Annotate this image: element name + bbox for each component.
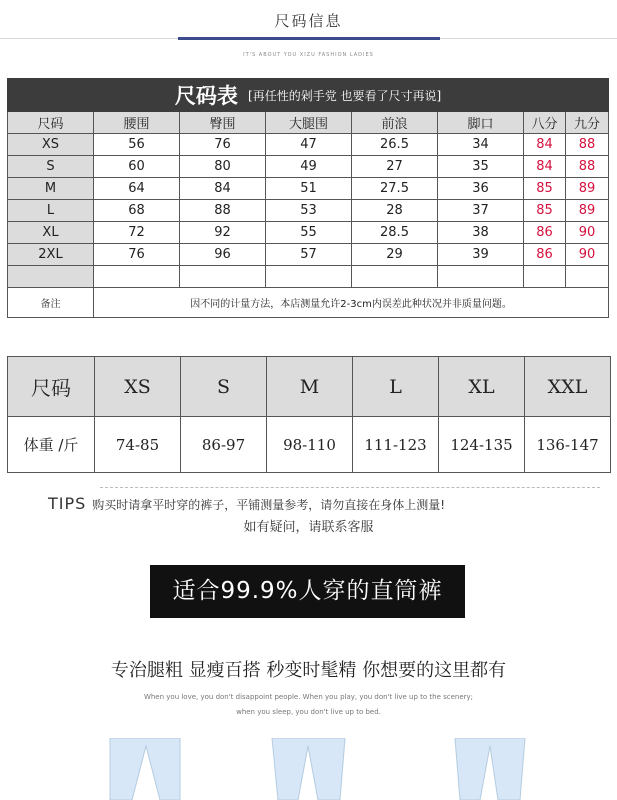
table-cell: 88: [566, 156, 609, 178]
weight-chart-table: [7, 356, 611, 473]
jeans-image-3: [455, 738, 525, 800]
table-cell: 84: [524, 134, 566, 156]
page-title: 尺码信息: [274, 12, 343, 30]
table-row: [8, 178, 609, 200]
size-chart-title-row: [8, 79, 609, 112]
size-chart-title-note: [再任性的剁手党 也要看了尺寸再说]: [248, 88, 442, 103]
table-cell: 28.5: [352, 222, 438, 244]
promo-banner: 适合99.9%人穿的直筒裤: [150, 565, 465, 618]
jeans-product-images: [0, 738, 617, 800]
weight-header-label: 尺码: [8, 357, 95, 417]
size-label-cell: XS: [8, 134, 94, 156]
size-chart-body: [8, 134, 609, 266]
tips-text: 购买时请拿平时穿的裤子，平铺测量参考，请勿直接在身体上测量!: [92, 498, 446, 512]
table-cell: 72: [94, 222, 180, 244]
table-cell: 90: [566, 244, 609, 266]
table-cell: [180, 266, 266, 288]
table-cell: [566, 266, 609, 288]
table-cell: 34: [438, 134, 524, 156]
table-cell: [266, 266, 352, 288]
slogan-english-line-2: when you sleep, you don't live up to bed.: [236, 708, 381, 716]
size-chart-empty-row: [8, 266, 609, 288]
table-cell: 89: [566, 200, 609, 222]
tips-contact-text: 如有疑问，请联系客服: [243, 520, 374, 535]
table-cell: 37: [438, 200, 524, 222]
slogan-english-line-1: When you love, you don't disappoint people. When you play, you don't live up to the scenery;: [143, 693, 474, 701]
table-cell: 84: [180, 178, 266, 200]
size-label-cell: XL: [8, 222, 94, 244]
weight-chart-row: [8, 417, 611, 473]
table-row: [8, 200, 609, 222]
weight-size-header: L: [353, 357, 439, 417]
size-label-cell: M: [8, 178, 94, 200]
table-cell: [438, 266, 524, 288]
table-cell: 27: [352, 156, 438, 178]
table-cell: 36: [438, 178, 524, 200]
remark-text: 因不同的计量方法，本店测量允许2-3cm内误差此种状况并非质量问题。: [94, 288, 609, 318]
table-cell: 26.5: [352, 134, 438, 156]
jeans-image-1: [110, 738, 180, 800]
header-subtitle: IT'S ABOUT YOU XIZU FASHION LADIES: [243, 52, 374, 58]
weight-size-header: XL: [439, 357, 525, 417]
table-cell: 86: [524, 222, 566, 244]
column-header: 尺码: [8, 112, 94, 134]
tips-label: TIPS: [48, 494, 87, 513]
table-cell: 85: [524, 178, 566, 200]
table-cell: 76: [180, 134, 266, 156]
column-header: 臀围: [180, 112, 266, 134]
table-cell: 84: [524, 156, 566, 178]
table-cell: 60: [94, 156, 180, 178]
table-cell: 57: [266, 244, 352, 266]
table-cell: 27.5: [352, 178, 438, 200]
table-cell: 53: [266, 200, 352, 222]
size-label-cell: S: [8, 156, 94, 178]
table-cell: 85: [524, 200, 566, 222]
jeans-image-2: [272, 738, 345, 800]
table-cell: 38: [438, 222, 524, 244]
table-cell: 88: [180, 200, 266, 222]
size-chart-remark-row: [8, 288, 609, 318]
table-cell: 55: [266, 222, 352, 244]
size-chart-header-row: [8, 112, 609, 134]
weight-size-header: XS: [95, 357, 181, 417]
column-header: 大腿围: [266, 112, 352, 134]
table-cell: 96: [180, 244, 266, 266]
table-cell: 56: [94, 134, 180, 156]
weight-row-label: 体重 /斤: [8, 417, 95, 473]
column-header: 腰围: [94, 112, 180, 134]
weight-range-cell: 111-123: [353, 417, 439, 473]
column-header: 脚口: [438, 112, 524, 134]
table-cell: 39: [438, 244, 524, 266]
table-row: [8, 156, 609, 178]
header-accent-bar: [178, 37, 440, 40]
table-cell: [352, 266, 438, 288]
weight-range-cell: 86-97: [181, 417, 267, 473]
table-cell: 47: [266, 134, 352, 156]
weight-size-header: M: [267, 357, 353, 417]
slogan-heading: 专治腿粗 显瘦百搭 秒变时髦精 你想要的这里都有: [110, 660, 507, 681]
size-chart-title: 尺码表: [174, 84, 238, 108]
weight-range-cell: 124-135: [439, 417, 525, 473]
remark-label: 备注: [8, 288, 94, 318]
size-label-cell: L: [8, 200, 94, 222]
size-chart-table: [7, 78, 609, 318]
table-cell: 64: [94, 178, 180, 200]
table-cell: 35: [438, 156, 524, 178]
weight-range-cell: 74-85: [95, 417, 181, 473]
table-cell: 80: [180, 156, 266, 178]
weight-chart-header-row: [8, 357, 611, 417]
table-cell: 49: [266, 156, 352, 178]
size-label-cell: 2XL: [8, 244, 94, 266]
weight-size-header: S: [181, 357, 267, 417]
column-header: 八分: [524, 112, 566, 134]
tips-line: [48, 494, 445, 513]
tips-divider: [100, 487, 600, 488]
weight-range-cell: 136-147: [525, 417, 611, 473]
table-row: [8, 244, 609, 266]
table-cell: 51: [266, 178, 352, 200]
table-cell: 28: [352, 200, 438, 222]
table-cell: 68: [94, 200, 180, 222]
table-cell: [8, 266, 94, 288]
column-header: 九分: [566, 112, 609, 134]
table-cell: 89: [566, 178, 609, 200]
weight-range-cell: 98-110: [267, 417, 353, 473]
table-cell: 90: [566, 222, 609, 244]
table-row: [8, 134, 609, 156]
table-cell: 86: [524, 244, 566, 266]
table-row: [8, 222, 609, 244]
table-cell: 29: [352, 244, 438, 266]
weight-size-header: XXL: [525, 357, 611, 417]
table-cell: [94, 266, 180, 288]
column-header: 前浪: [352, 112, 438, 134]
table-cell: [524, 266, 566, 288]
table-cell: 92: [180, 222, 266, 244]
table-cell: 76: [94, 244, 180, 266]
table-cell: 88: [566, 134, 609, 156]
